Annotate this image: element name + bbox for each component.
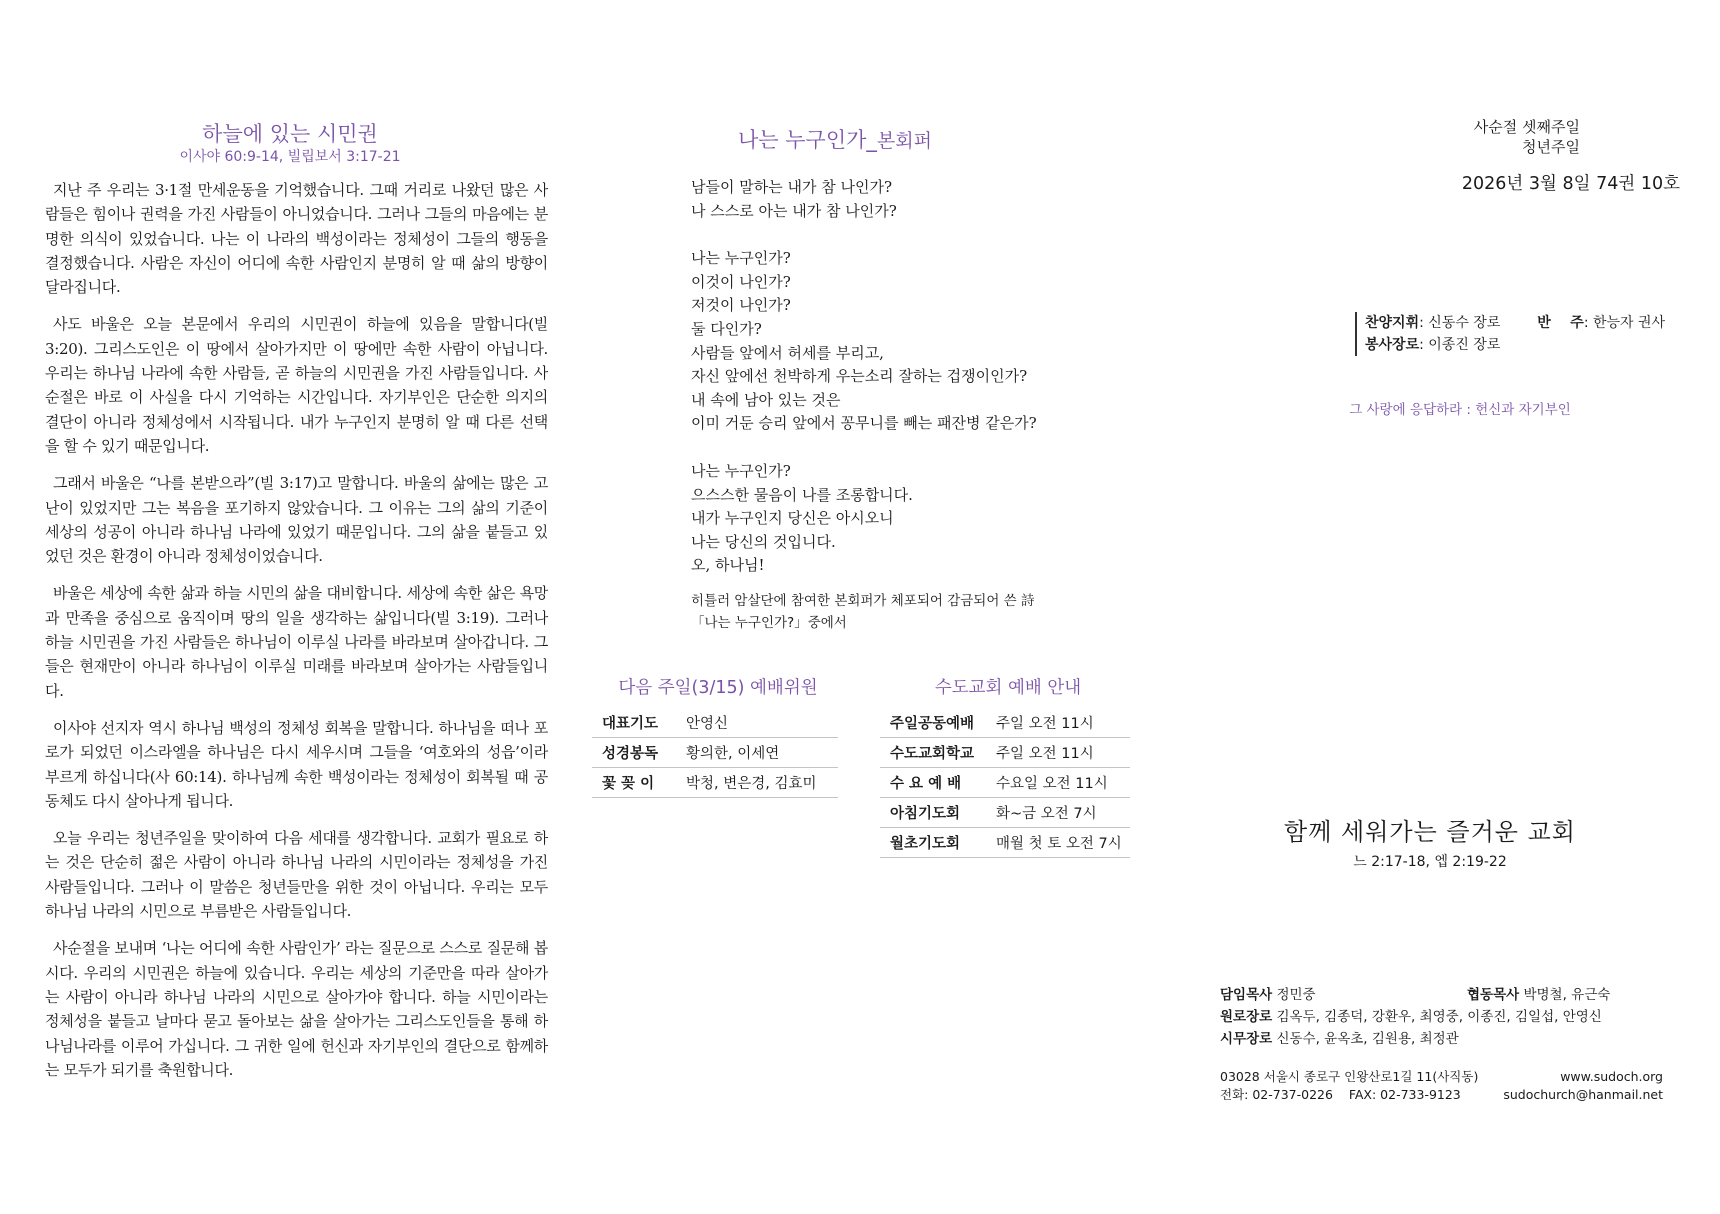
service-time: 매월 첫 토 오전 7시 xyxy=(986,828,1130,858)
sermon-title: 하늘에 있는 시민권 xyxy=(202,122,378,146)
poem xyxy=(691,176,1091,602)
staff-label: 시무장로 xyxy=(1220,1031,1273,1047)
table-row xyxy=(880,738,1130,768)
poem-line: 으스스한 물음이 나를 조롱합니다. xyxy=(691,485,913,504)
role-label: 봉사장로 xyxy=(1365,337,1420,353)
sermon-paragraph: 오늘 우리는 청년주일을 맞이하여 다음 세대를 생각합니다. 교회가 필요로 하는 것은 단순히 젊은 사람이 아니라 하나님 나라의 시민이라는 정체성을 가진 사람들입니다. 그러나 이 말씀은 청년들만을 위한 것이 아닙니다. 우리는 모두 하나님 나라의 시민으로 부름받은 사람들입니다. xyxy=(45,829,548,921)
role-label: 찬양지휘 xyxy=(1365,315,1420,331)
team-member: 박청, 변은경, 김효미 xyxy=(676,768,838,798)
staff-assoc xyxy=(1467,984,1610,1006)
poem-line: 내 속에 남아 있는 것은 xyxy=(691,390,841,409)
team-role: 대표기도 xyxy=(592,708,676,738)
church-contact xyxy=(1220,1068,1663,1104)
church-address: 03028 서울시 종로구 인왕산로1길 11(사직동) xyxy=(1220,1069,1479,1084)
role-row xyxy=(1365,312,1665,334)
next-week-team-title: 다음 주일(3/15) 예배위원 xyxy=(618,678,818,698)
staff-row xyxy=(1220,1028,1660,1050)
poem-line: 나는 누구인가? xyxy=(691,249,791,268)
service-info-table xyxy=(880,708,1130,858)
poem-line: 자신 앞에선 천박하게 우는소리 잘하는 겁쟁이인가? xyxy=(691,367,1028,386)
church-email[interactable]: sudochurch@hanmail.net xyxy=(1503,1087,1663,1102)
table-row xyxy=(880,768,1130,798)
staff-names: 김옥두, 김종덕, 강환우, 최영중, 이종진, 김일섭, 안영신 xyxy=(1276,1009,1602,1025)
service-name: 주일공동예배 xyxy=(880,708,986,738)
poem-line: 이미 거둔 승리 앞에서 꽁무니를 빼는 패잔병 같은가? xyxy=(691,414,1037,433)
staff-names: 신동수, 윤옥초, 김원용, 최정관 xyxy=(1276,1031,1459,1047)
service-name: 수 요 예 배 xyxy=(880,768,986,798)
poem-note-line: 「나는 누구인가?」중에서 xyxy=(691,615,847,631)
table-row xyxy=(880,708,1130,738)
poem-title xyxy=(738,124,1038,154)
church-motto: 함께 세워가는 즐거운 교회 xyxy=(1284,818,1576,846)
sermon-body xyxy=(45,178,548,1095)
liturgical-season xyxy=(1380,117,1580,157)
poem-line: 오, 하나님! xyxy=(691,556,765,575)
service-info-title: 수도교회 예배 안내 xyxy=(934,678,1082,698)
team-role: 성경봉독 xyxy=(592,738,676,768)
sermon-paragraph: 이사야 선지자 역시 하나님 백성의 정체성 회복을 말합니다. 하나님을 떠나 포로가 되었던 이스라엘을 하나님은 다시 세우시며 그들을 ‘여호와의 성읍’이라 부르게 하십니다(사 60:14). 하나님께 속한 백성이라는 정체성이 회복될 때 공동체도 다시 살아나게 됩니다. xyxy=(45,718,548,810)
sermon-paragraph: 그래서 바울은 “나를 본받으라”(빌 3:17)고 말합니다. 바울의 삶에는 많은 고난이 있었지만 그는 복음을 포기하지 않았습니다. 그 이유는 그의 삶의 기준이 세상의 성공이 아니라 하나님 나라에 있었기 때문입니다. 그의 삶을 붙들고 있었던 것은 환경이 아니라 정체성이었습니다. xyxy=(45,474,548,566)
sermon-paragraph: 사순절을 보내며 ‘나는 어디에 속한 사람인가’ 라는 질문으로 스스로 질문해 봅시다. 우리의 시민권은 하늘에 있습니다. 우리는 세상의 기준만을 따라 살아가는 사람이 아니라 하나님 나라의 시민으로 살아가야 합니다. 하늘 시민이라는 정체성을 붙들고 날마다 묻고 돌아보는 삶을 살아가는 그리스도인들을 통해 하나님나라를 이루어 가십니다. 그 귀한 일에 헌신과 자기부인의 결단으로 함께하는 모두가 되기를 축원합니다. xyxy=(45,939,548,1079)
poem-line: 남들이 말하는 내가 참 나인가? xyxy=(691,178,892,196)
poem-line: 이것이 나인가? xyxy=(691,272,791,291)
table-row xyxy=(880,828,1130,858)
staff-row xyxy=(1220,984,1660,1006)
service-name: 수도교회학교 xyxy=(880,738,986,768)
service-name: 아침기도회 xyxy=(880,798,986,828)
sermon-scripture: 이사야 60:9-14, 빌립보서 3:17-21 xyxy=(179,149,401,165)
team-member: 황의한, 이세연 xyxy=(676,738,838,768)
table-row xyxy=(592,768,838,798)
church-phone: 전화: 02-737-0226 FAX: 02-733-9123 xyxy=(1220,1087,1461,1102)
poem-line: 사람들 앞에서 허세를 부리고, xyxy=(691,343,884,362)
sermon-paragraph: 지난 주 우리는 3·1절 만세운동을 기억했습니다. 그때 거리로 나왔던 많은 사람들은 힘이나 권력을 가진 사람들이 아니었습니다. 그러나 그들의 마음에는 분명한 의식이 있었습니다. 나는 이 나라의 백성이라는 정체성이 그들의 행동을 결정했습니다. 사람은 자신이 어디에 속한 사람인지 분명히 알 때 삶의 방향이 달라집니다. xyxy=(45,181,548,297)
poem-line: 나는 당신의 것입니다. xyxy=(691,532,836,551)
poem-source-note xyxy=(691,590,1111,634)
poem-line: 저것이 나인가? xyxy=(691,296,791,315)
service-time: 주일 오전 11시 xyxy=(986,738,1130,768)
table-row xyxy=(880,798,1130,828)
poem-line: 나 스스로 아는 내가 참 나인가? xyxy=(691,201,897,220)
staff-names: 박명철, 유근숙 xyxy=(1523,987,1611,1003)
staff-row xyxy=(1220,1006,1660,1028)
contact-row xyxy=(1220,1086,1663,1104)
role-row xyxy=(1365,334,1665,356)
staff-label: 원로장로 xyxy=(1220,1009,1273,1025)
poem-note-line: 히틀러 암살단에 참여한 본회퍼가 체포되어 감금되어 쓴 詩 xyxy=(691,593,1035,609)
sermon-paragraph: 바울은 세상에 속한 삶과 하늘 시민의 삶을 대비합니다. 세상에 속한 삶은 욕망과 만족을 중심으로 움직이며 땅의 일을 생각하는 삶입니다(빌 3:19). 그러나 하늘 시민권을 가진 사람들은 하나님이 이루실 나라를 바라보며 살아갑니다. 그들은 현재만이 아니라 하나님이 이루실 미래를 바라보며 살아가는 사람들입니다. xyxy=(45,584,548,700)
table-row xyxy=(592,708,838,738)
service-time: 화~금 오전 7시 xyxy=(986,798,1130,828)
service-time: 주일 오전 11시 xyxy=(986,708,1130,738)
poem-line: 나는 누구인가? xyxy=(691,461,791,480)
staff-label: 담임목사 xyxy=(1220,987,1273,1003)
contact-row xyxy=(1220,1068,1663,1086)
season-line: 사순절 셋째주일 xyxy=(1473,118,1580,136)
next-week-team-table xyxy=(592,708,838,798)
season-theme: 그 사랑에 응답하라 : 헌신과 자기부인 xyxy=(1349,402,1571,418)
poem-stanza xyxy=(691,460,1091,578)
poem-stanza xyxy=(691,247,1091,436)
bulletin-date: 2026년 3월 8일 74권 10호 xyxy=(1461,174,1680,194)
staff-label: 협동목사 xyxy=(1467,987,1520,1003)
team-role: 꽃 꽂 이 xyxy=(592,768,676,798)
service-name: 월초기도회 xyxy=(880,828,986,858)
team-member: 안영신 xyxy=(676,708,838,738)
staff-list xyxy=(1220,984,1660,1050)
motto-scripture: 느 2:17-18, 엡 2:19-22 xyxy=(1353,854,1507,870)
role-value: : 이종진 장로 xyxy=(1419,337,1501,353)
table-row xyxy=(592,738,838,768)
poem-stanza xyxy=(691,176,1091,223)
poem-line: 내가 누구인지 당신은 아시오니 xyxy=(691,509,894,528)
staff-names: 정민중 xyxy=(1276,987,1316,1003)
church-website[interactable]: www.sudoch.org xyxy=(1560,1069,1663,1084)
sermon-paragraph: 사도 바울은 오늘 본문에서 우리의 시민권이 하늘에 있음을 말합니다(빌 3:20). 그리스도인은 이 땅에서 살아가지만 이 땅에만 속한 사람이 아닙니다. 우리는 하나님 나라에 속한 사람들, 곧 하늘의 시민권을 가진 사람들입니다. 사순절은 바로 이 사실을 다시 기억하는 시간입니다. 자기부인은 단순한 의지의 결단이 아니라 정체성에서 시작됩니다. 내가 누구인지 분명히 알 때 다른 선택을 할 수 있기 때문입니다. xyxy=(45,315,548,455)
service-roles xyxy=(1355,312,1665,356)
poem-title-text: 나는 누구인가_ xyxy=(738,128,877,152)
service-time: 수요일 오전 11시 xyxy=(986,768,1130,798)
season-line: 청년주일 xyxy=(1522,138,1580,156)
poem-author: 본회퍼 xyxy=(876,130,932,152)
role-label: 반 주 xyxy=(1537,315,1584,331)
role-value: : 신동수 장로 xyxy=(1419,315,1501,331)
role-value: : 한능자 권사 xyxy=(1583,315,1666,331)
poem-line: 둘 다인가? xyxy=(691,319,762,338)
